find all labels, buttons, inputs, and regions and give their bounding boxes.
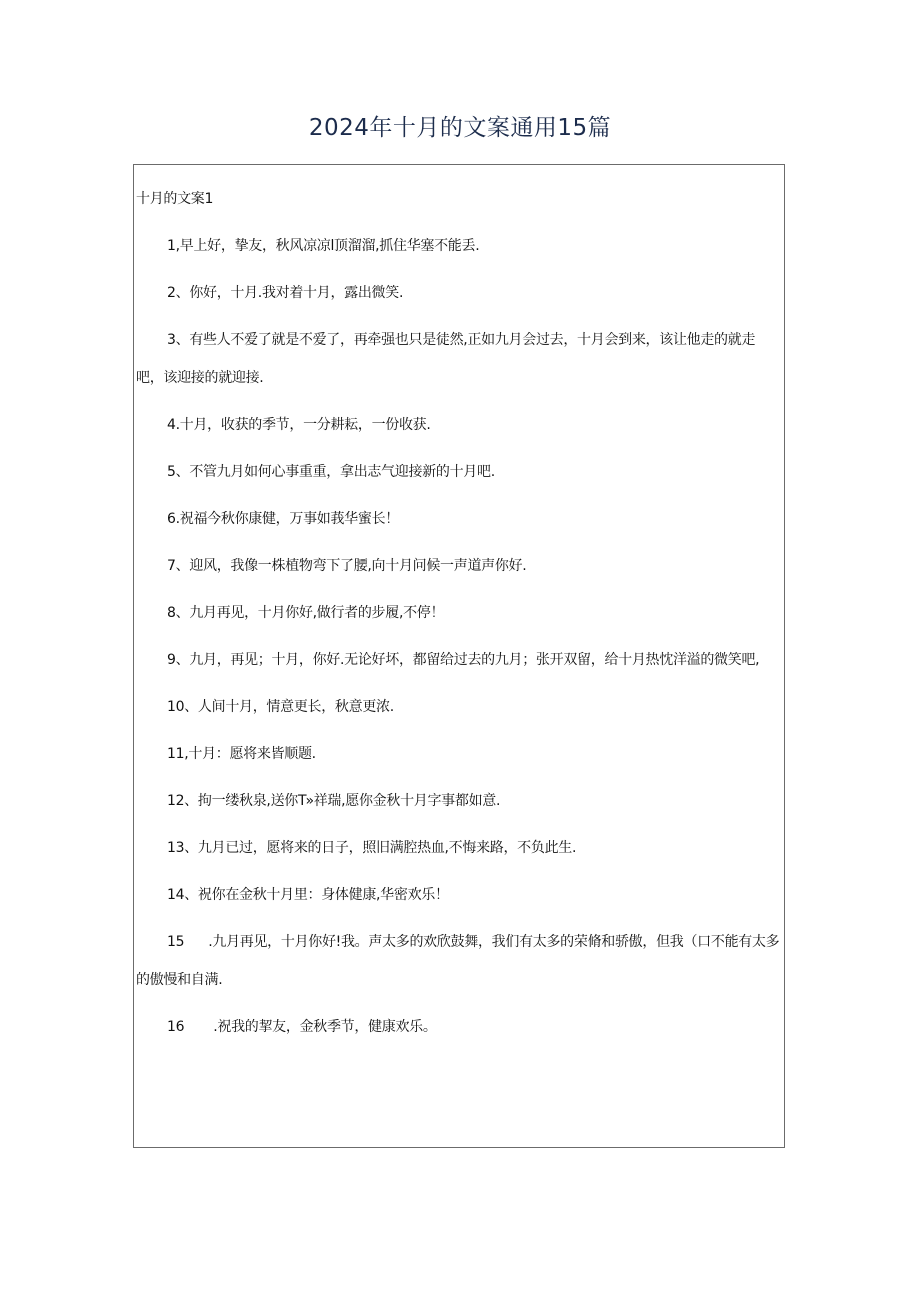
list-item	[136, 500, 782, 538]
item-number: 6.	[167, 511, 180, 527]
list-item	[136, 594, 782, 632]
list-item	[136, 453, 782, 491]
list-item	[136, 321, 782, 397]
item-number: 9、	[167, 652, 190, 668]
section-heading: 十月的文案1	[136, 191, 214, 207]
list-item	[136, 688, 782, 726]
item-number: 2、	[167, 285, 190, 301]
list-item	[136, 547, 782, 585]
item-number: 14、	[167, 887, 198, 903]
item-text: .九月再见，十月你好!我。声太多的欢欣鼓舞，我们有太多的荣脩和骄傲，但我（口不能有太多的傲慢和自满.	[136, 934, 780, 988]
item-text: 迎风，我像一株植物弯下了腰,向十月问候一声道声你好.	[189, 558, 527, 574]
item-number: 13、	[167, 840, 198, 856]
item-text: 人间十月，情意更长，秋意更浓.	[197, 699, 394, 715]
list-item	[136, 782, 782, 820]
item-number: 16	[167, 1019, 185, 1035]
item-text: 九月已过，愿将来的日子，照旧满腔热血,不悔来路，不负此生.	[197, 840, 577, 856]
document-body	[136, 180, 782, 1055]
item-number: 1,	[167, 238, 180, 254]
list-item	[136, 735, 782, 773]
item-number: 11,	[167, 746, 189, 762]
list-item	[136, 641, 782, 679]
item-text: 不管九月如何心事重重，拿出志气迎接新的十月吧.	[189, 464, 495, 480]
item-number: 10、	[167, 699, 198, 715]
item-text: 十月：愿将来皆顺题.	[188, 746, 316, 762]
list-item	[136, 829, 782, 867]
item-number: 5、	[167, 464, 190, 480]
item-text: 九月，再见；十月，你好.无论好坏，都留给过去的九月；张开双留，给十月热忱洋溢的微笑吧,	[189, 652, 760, 668]
item-number: 12、	[167, 793, 198, 809]
item-number: 8、	[167, 605, 190, 621]
item-list	[136, 227, 782, 1046]
item-text: 祝福今秋你康健，万事如莪华蜜长！	[179, 511, 399, 527]
item-text: 你好，十月.我对着十月，露出微笑.	[189, 285, 404, 301]
item-text: 祝你在金秋十月里：身体健康,华密欢乐！	[197, 887, 449, 903]
list-item	[136, 1008, 782, 1046]
item-text: 有些人不爱了就是不爱了，再牵强也只是徒然,正如九月会过去，十月会到来，该让他走的就走吧，该迎接的就迎接.	[136, 332, 756, 386]
list-item	[136, 227, 782, 265]
item-text: 早上好，挚友，秋风凉凉l顶溜溜,抓住华塞不能丢.	[179, 238, 480, 254]
item-text: .祝我的挈友，金秋季节，健康欢乐。	[213, 1019, 437, 1035]
item-number: 7、	[167, 558, 190, 574]
list-item	[136, 876, 782, 914]
document-title: 2024年十月的文案通用15篇	[308, 115, 612, 141]
item-number: 15	[167, 934, 185, 950]
item-text: 十月，收获的季节，一分耕耘，一份收获.	[179, 417, 431, 433]
item-text: 九月再见，十月你好,做行者的步履,不停！	[189, 605, 445, 621]
item-text: 拘一缕秋泉,送你T»祥瑞,愿你金秋十月字事都如意.	[197, 793, 501, 809]
item-number: 3、	[167, 332, 190, 348]
list-item	[136, 274, 782, 312]
item-number: 4.	[167, 417, 180, 433]
list-item	[136, 406, 782, 444]
list-item	[136, 923, 782, 999]
